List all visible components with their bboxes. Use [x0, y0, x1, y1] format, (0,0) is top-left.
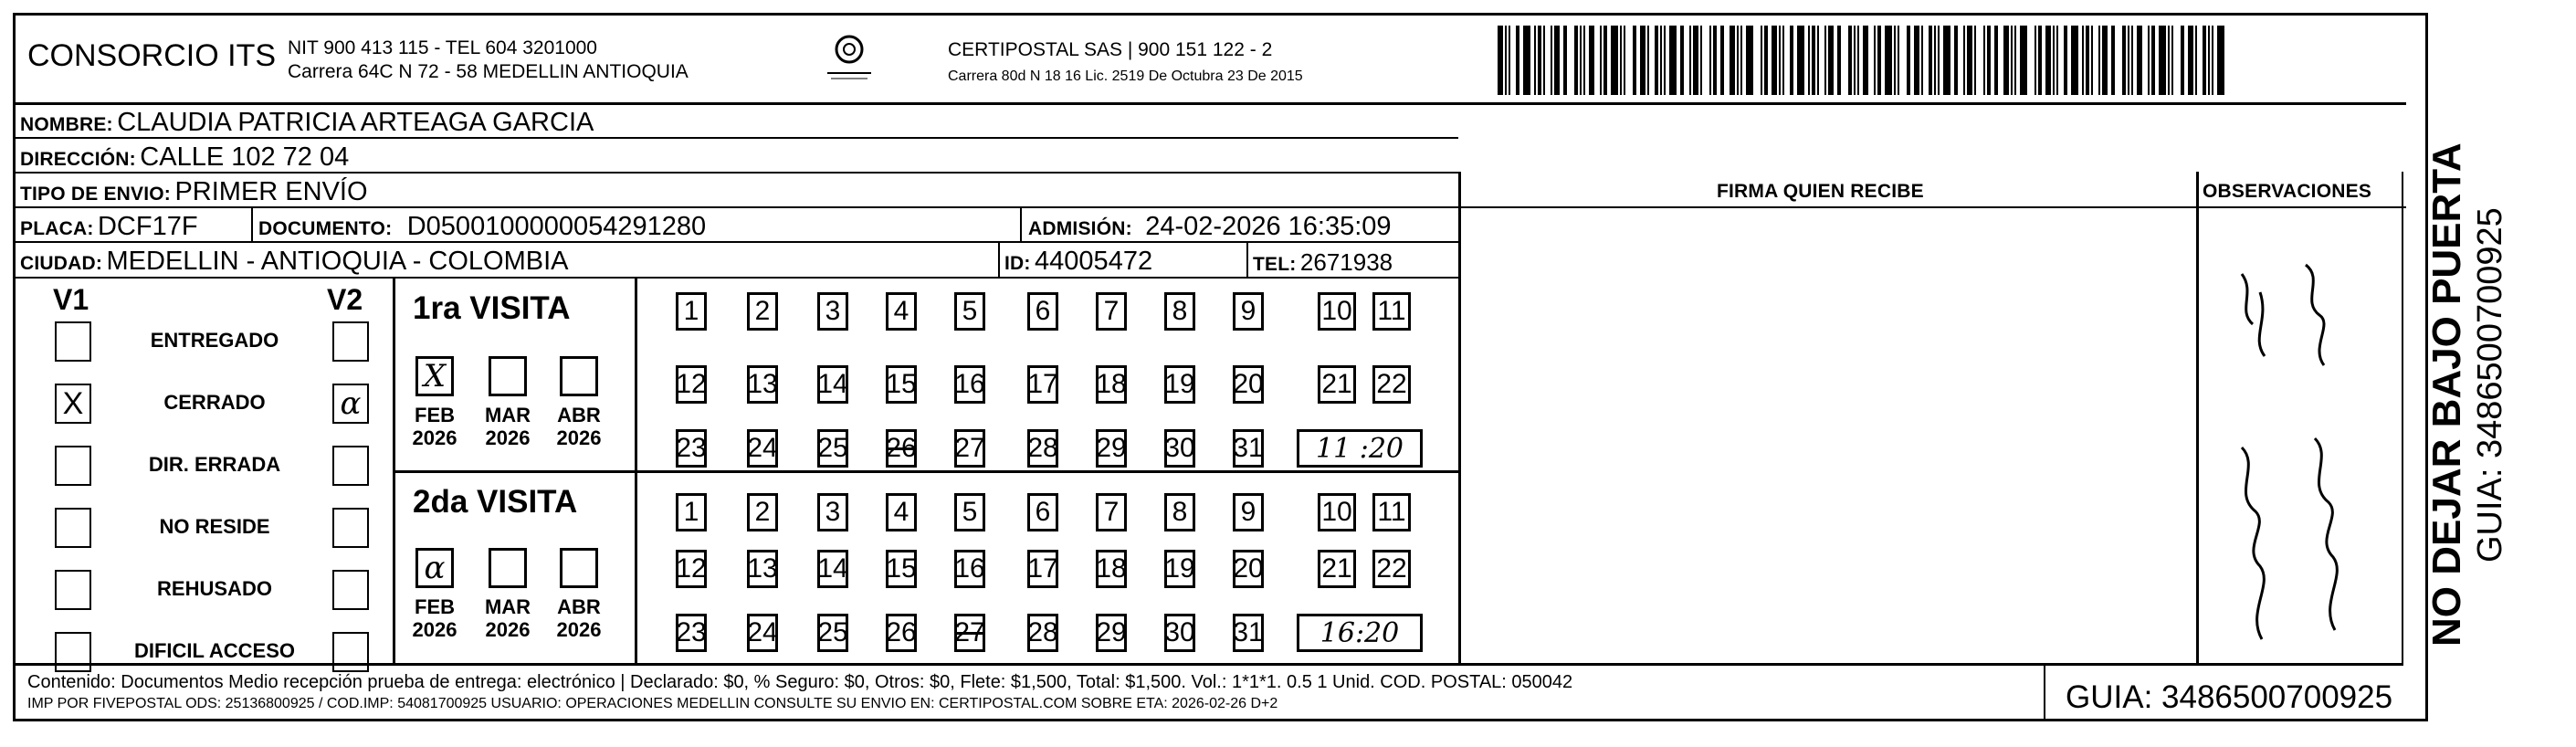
barcode-bar	[2098, 26, 2100, 95]
barcode-bar	[1730, 26, 1735, 95]
day-checkbox[interactable]: 28	[1027, 614, 1058, 652]
barcode-bar	[1603, 26, 1607, 95]
barcode-bar	[1828, 26, 1834, 95]
day-checkbox[interactable]: 4	[886, 292, 917, 331]
barcode-bar	[1700, 26, 1702, 95]
barcode-bar	[1898, 26, 1899, 95]
month-year: 2026	[556, 618, 602, 641]
barcode-bar	[2064, 26, 2067, 95]
month-checkbox[interactable]	[560, 356, 598, 396]
barcode-bar	[2131, 26, 2133, 95]
footer-guia: GUIA: 3486500700925	[2066, 679, 2393, 715]
month-name: FEB	[415, 595, 455, 618]
tipo-row	[20, 177, 368, 207]
barcode-bar	[2086, 26, 2089, 95]
barcode-bar	[1689, 26, 1691, 95]
barcode-bar	[2195, 26, 2197, 95]
month-year: 2026	[412, 426, 457, 449]
barcode-bar	[1589, 26, 1594, 95]
visit-time-box[interactable]: 11 :20	[1297, 429, 1423, 468]
day-checkbox[interactable]: 13	[747, 365, 778, 404]
month-label	[478, 404, 538, 449]
barcode-bar	[1929, 26, 1932, 95]
month-checkbox[interactable]	[560, 548, 598, 588]
month-checkbox[interactable]	[489, 548, 527, 588]
day-checkbox[interactable]: 30	[1164, 614, 1195, 652]
day-checkbox[interactable]: 3	[817, 292, 848, 331]
barcode-bar	[1943, 26, 1950, 95]
barcode-bar	[1797, 26, 1804, 95]
v2-checkbox[interactable]	[332, 321, 369, 362]
day-checkbox[interactable]: 2	[747, 292, 778, 331]
second-visit-title: 2da VISITA	[413, 484, 578, 520]
barcode-bar	[1994, 26, 1998, 95]
day-checkbox[interactable]: 2	[747, 493, 778, 531]
month-year: 2026	[556, 426, 602, 449]
day-checkbox[interactable]: 24	[747, 429, 778, 468]
barcode-bar	[1655, 26, 1658, 95]
barcode-bar	[1963, 26, 1965, 95]
barcode-bar	[1782, 26, 1784, 95]
barcode-bar	[2111, 26, 2115, 95]
month-name: ABR	[557, 404, 601, 426]
tipo-value: PRIMER ENVÍO	[174, 177, 368, 206]
barcode-bar	[1934, 26, 1936, 95]
barcode-bar	[1664, 26, 1666, 95]
month-label	[478, 595, 538, 641]
day-checkbox[interactable]: 12	[676, 550, 707, 588]
documento-label: DOCUMENTO:	[258, 218, 393, 239]
day-checkbox[interactable]: 14	[817, 365, 848, 404]
day-checkbox[interactable]: 27	[954, 614, 985, 652]
placa-row	[20, 212, 198, 242]
month-name: MAR	[484, 595, 531, 618]
day-checkbox[interactable]: 6	[1027, 292, 1058, 331]
day-checkbox[interactable]: 8	[1164, 493, 1195, 531]
barcode-bar	[2014, 26, 2016, 95]
day-checkbox[interactable]: 20	[1233, 550, 1264, 588]
barcode-bar	[1505, 26, 1507, 95]
month-name: MAR	[484, 404, 531, 426]
day-checkbox[interactable]: 5	[954, 493, 985, 531]
company-name: CONSORCIO ITS	[27, 38, 277, 73]
barcode-bar	[2203, 26, 2206, 95]
nombre-row	[20, 108, 594, 138]
barcode-bar	[1563, 26, 1567, 95]
day-checkbox[interactable]: 1	[676, 493, 707, 531]
barcode-bar	[1498, 26, 1503, 95]
barcode-bar	[2102, 26, 2108, 95]
direccion-row	[20, 142, 349, 173]
courier-address: Carrera 80d N 18 16 Lic. 2519 De Octubra 23 De 2015	[948, 68, 1303, 84]
status-option-label: ENTREGADO	[150, 329, 279, 352]
day-checkbox[interactable]: 20	[1233, 365, 1264, 404]
nombre-value: CLAUDIA PATRICIA ARTEAGA GARCIA	[117, 108, 594, 137]
day-checkbox[interactable]: 30	[1164, 429, 1195, 468]
tel-value: 2671938	[1299, 248, 1393, 276]
barcode-bar	[1669, 26, 1677, 95]
barcode-bar	[1620, 26, 1622, 95]
day-checkbox[interactable]: 7	[1096, 493, 1127, 531]
day-checkbox[interactable]: 15	[886, 550, 917, 588]
barcode-bar	[2208, 26, 2210, 95]
barcode-bar	[2151, 26, 2155, 95]
courier-name: CERTIPOSTAL SAS | 900 151 122 - 2	[948, 39, 1273, 60]
barcode-bar	[2091, 26, 2093, 95]
day-checkbox[interactable]: 9	[1233, 292, 1264, 331]
v1-checkbox[interactable]	[55, 321, 91, 362]
admision-row	[1028, 212, 1392, 242]
barcode-bar	[1551, 26, 1552, 95]
barcode-bar	[1600, 26, 1602, 95]
barcode-bar	[1854, 26, 1856, 95]
barcode-bar	[1857, 26, 1859, 95]
day-checkbox[interactable]: 16	[954, 550, 985, 588]
day-checkbox[interactable]: 31	[1233, 614, 1264, 652]
placa-value: DCF17F	[97, 212, 198, 241]
shipment-barcode	[1498, 26, 2228, 95]
tel-label: TEL:	[1253, 254, 1297, 275]
barcode-bar	[2217, 26, 2224, 95]
documento-row	[258, 212, 706, 242]
barcode-bar	[1709, 26, 1711, 95]
day-checkbox[interactable]: 22	[1372, 550, 1411, 588]
day-checkbox[interactable]: 26	[886, 429, 917, 468]
visit-time-box[interactable]: 16:20	[1297, 614, 1423, 652]
day-checkbox[interactable]: 21	[1318, 550, 1356, 588]
v2-checkbox[interactable]: α	[332, 384, 369, 424]
firma-label: FIRMA QUIEN RECIBE	[1717, 181, 1924, 202]
side-guia: GUIA: 3486500700925	[2471, 207, 2509, 563]
barcode-bar	[1746, 26, 1753, 95]
barcode-bar	[2171, 26, 2173, 95]
day-checkbox[interactable]: 15	[886, 365, 917, 404]
id-row	[1004, 247, 1152, 277]
barcode-bar	[1812, 26, 1815, 95]
day-checkbox[interactable]: 19	[1164, 365, 1195, 404]
v1-checkbox[interactable]	[55, 508, 91, 548]
month-label	[549, 404, 609, 449]
ciudad-label: CIUDAD:	[20, 253, 103, 274]
day-checkbox[interactable]: 13	[747, 550, 778, 588]
day-checkbox[interactable]: 24	[747, 614, 778, 652]
month-checkbox[interactable]	[489, 356, 527, 396]
day-checkbox[interactable]: 4	[886, 493, 917, 531]
day-checkbox[interactable]: 23	[676, 614, 707, 652]
ciudad-row	[20, 247, 569, 277]
barcode-bar	[2082, 26, 2084, 95]
barcode-bar	[2011, 26, 2013, 95]
no-dejar-warning: NO DEJAR BAJO PUERTA	[2424, 142, 2469, 647]
contenido-text: Contenido: Documentos Medio recepción prueba de entrega: electrónico | Declarado: $0, % Seguro: $0, Otros: $0, Flete: $1,500, Total: $1,500. Vol.: 1*1*1. 0.5 1 Unid. COD. POSTAL: 050042	[27, 672, 1573, 692]
month-year: 2026	[485, 426, 531, 449]
day-checkbox[interactable]: 19	[1164, 550, 1195, 588]
barcode-bar	[1885, 26, 1892, 95]
day-checkbox[interactable]: 12	[676, 365, 707, 404]
imp-text: IMP POR FIVEPOSTAL ODS: 25136800925 / COD.IMP: 54081700925 USUARIO: OPERACIONES MEDELLIN CONSULTE SU ENVIO EN: CERTIPOSTAL.COM SOBRE ETA: 2026-02-26 D+2	[27, 696, 1278, 711]
barcode-bar	[1640, 26, 1645, 95]
barcode-bar	[1824, 26, 1826, 95]
day-checkbox[interactable]: 1	[676, 292, 707, 331]
barcode-bar	[2053, 26, 2055, 95]
observaciones-handwriting	[2205, 237, 2397, 662]
barcode-bar	[1583, 26, 1585, 95]
barcode-bar	[2056, 26, 2058, 95]
day-checkbox[interactable]: 26	[886, 614, 917, 652]
barcode-bar	[2212, 26, 2213, 95]
barcode-bar	[1509, 26, 1510, 95]
barcode-bar	[1983, 26, 1985, 95]
barcode-bar	[1987, 26, 1991, 95]
day-checkbox[interactable]: 22	[1372, 365, 1411, 404]
barcode-bar	[1660, 26, 1662, 95]
day-checkbox[interactable]: 23	[676, 429, 707, 468]
status-option-label: REHUSADO	[157, 577, 272, 600]
barcode-bar	[1954, 26, 1958, 95]
nombre-label: NOMBRE:	[20, 114, 113, 135]
tel-row	[1253, 248, 1393, 277]
month-year: 2026	[412, 618, 457, 641]
v2-checkbox[interactable]	[332, 570, 369, 610]
barcode-bar	[2168, 26, 2170, 95]
barcode-bar	[1967, 26, 1972, 95]
day-checkbox[interactable]: 18	[1096, 365, 1127, 404]
direccion-value: CALLE 102 72 04	[140, 142, 350, 172]
barcode-bar	[1877, 26, 1881, 95]
day-checkbox[interactable]: 25	[817, 614, 848, 652]
barcode-bar	[1538, 26, 1541, 95]
day-checkbox[interactable]: 9	[1233, 493, 1264, 531]
barcode-bar	[1863, 26, 1868, 95]
day-checkbox[interactable]: 7	[1096, 292, 1127, 331]
barcode-bar	[1808, 26, 1810, 95]
status-option-label: DIFICIL ACCESO	[133, 639, 295, 662]
barcode-bar	[1693, 26, 1698, 95]
v2-checkbox[interactable]	[332, 632, 369, 672]
barcode-bar	[1647, 26, 1649, 95]
month-name: FEB	[415, 404, 455, 426]
month-checkbox[interactable]: X	[415, 356, 454, 396]
documento-value: D0500100000054291280	[406, 212, 707, 241]
certipostal-logo	[822, 31, 877, 86]
barcode-bar	[1938, 26, 1940, 95]
tipo-label: TIPO DE ENVIO:	[20, 184, 171, 205]
id-label: ID:	[1004, 253, 1031, 274]
id-value: 44005472	[1035, 247, 1153, 276]
day-checkbox[interactable]: 25	[817, 429, 848, 468]
barcode-bar	[2038, 26, 2042, 95]
observaciones-label: OBSERVACIONES	[2203, 181, 2372, 202]
status-option-label: DIR. ERRADA	[148, 453, 281, 476]
barcode-bar	[1580, 26, 1582, 95]
barcode-bar	[1713, 26, 1717, 95]
v1-checkbox[interactable]: X	[55, 384, 91, 424]
barcode-bar	[1680, 26, 1684, 95]
barcode-bar	[1894, 26, 1896, 95]
barcode-bar	[2148, 26, 2150, 95]
barcode-bar	[1921, 26, 1923, 95]
barcode-bar	[1914, 26, 1919, 95]
barcode-bar	[2071, 26, 2078, 95]
barcode-bar	[1907, 26, 1910, 95]
day-checkbox[interactable]: 11	[1372, 493, 1411, 531]
barcode-bar	[1720, 26, 1724, 95]
day-checkbox[interactable]: 14	[817, 550, 848, 588]
day-checkbox[interactable]: 29	[1096, 429, 1127, 468]
barcode-bar	[1737, 26, 1739, 95]
v1-checkbox[interactable]	[55, 632, 91, 672]
placa-label: PLACA:	[20, 218, 94, 239]
barcode-bar	[1633, 26, 1636, 95]
day-checkbox[interactable]: 28	[1027, 429, 1058, 468]
barcode-bar	[1574, 26, 1578, 95]
month-label	[405, 595, 465, 641]
day-checkbox[interactable]: 3	[817, 493, 848, 531]
barcode-bar	[2137, 26, 2142, 95]
month-checkbox[interactable]: α	[415, 548, 454, 588]
company-address: Carrera 64C N 72 - 58 MEDELLIN ANTIOQUIA	[288, 61, 689, 82]
day-checkbox[interactable]: 17	[1027, 550, 1058, 588]
day-checkbox[interactable]: 5	[954, 292, 985, 331]
barcode-bar	[2020, 26, 2027, 95]
month-name: ABR	[557, 595, 601, 618]
barcode-bar	[2128, 26, 2129, 95]
day-checkbox[interactable]: 21	[1318, 365, 1356, 404]
v2-checkbox[interactable]	[332, 446, 369, 486]
v1-checkbox[interactable]	[55, 446, 91, 486]
barcode-bar	[2159, 26, 2166, 95]
barcode-bar	[1554, 26, 1560, 95]
first-visit-title: 1ra VISITA	[413, 290, 571, 326]
day-checkbox[interactable]: 6	[1027, 493, 1058, 531]
barcode-bar	[1848, 26, 1852, 95]
barcode-bar	[1761, 26, 1762, 95]
barcode-bar	[1837, 26, 1841, 95]
day-checkbox[interactable]: 8	[1164, 292, 1195, 331]
barcode-bar	[1817, 26, 1819, 95]
barcode-bar	[1779, 26, 1781, 95]
barcode-bar	[1516, 26, 1519, 95]
v2-label: V2	[327, 283, 363, 316]
barcode-bar	[1611, 26, 1618, 95]
barcode-bar	[2122, 26, 2126, 95]
status-option-label: NO RESIDE	[159, 515, 270, 538]
barcode-bar	[1523, 26, 1530, 95]
barcode-bar	[1974, 26, 1976, 95]
day-checkbox[interactable]: 27	[954, 429, 985, 468]
barcode-bar	[2188, 26, 2193, 95]
barcode-bar	[2045, 26, 2051, 95]
day-checkbox[interactable]: 11	[1372, 292, 1411, 331]
barcode-bar	[2003, 26, 2009, 95]
v1-label: V1	[53, 283, 89, 316]
barcode-bar	[2181, 26, 2184, 95]
month-label	[549, 595, 609, 641]
admision-value: 24-02-2026 16:35:09	[1145, 212, 1392, 241]
barcode-bar	[1772, 26, 1777, 95]
day-checkbox[interactable]: 10	[1318, 493, 1356, 531]
day-checkbox[interactable]: 31	[1233, 429, 1264, 468]
barcode-bar	[1764, 26, 1768, 95]
status-option-label: CERRADO	[163, 391, 266, 414]
day-checkbox[interactable]: 10	[1318, 292, 1356, 331]
day-checkbox[interactable]: 18	[1096, 550, 1127, 588]
day-checkbox[interactable]: 17	[1027, 365, 1058, 404]
admision-label: ADMISIÓN:	[1028, 218, 1132, 239]
company-nit: NIT 900 413 115 - TEL 604 3201000	[288, 37, 597, 58]
month-label	[405, 404, 465, 449]
barcode-bar	[1534, 26, 1536, 95]
barcode-bar	[1874, 26, 1876, 95]
v1-checkbox[interactable]	[55, 570, 91, 610]
barcode-bar	[1624, 26, 1625, 95]
day-checkbox[interactable]: 29	[1096, 614, 1127, 652]
barcode-bar	[1790, 26, 1793, 95]
barcode-bar	[2035, 26, 2036, 95]
month-year: 2026	[485, 618, 531, 641]
v2-checkbox[interactable]	[332, 508, 369, 548]
day-checkbox[interactable]: 16	[954, 365, 985, 404]
ciudad-value: MEDELLIN - ANTIOQUIA - COLOMBIA	[106, 247, 569, 276]
barcode-bar	[1740, 26, 1742, 95]
barcode-bar	[1543, 26, 1545, 95]
direccion-label: DIRECCIÓN:	[20, 149, 136, 170]
